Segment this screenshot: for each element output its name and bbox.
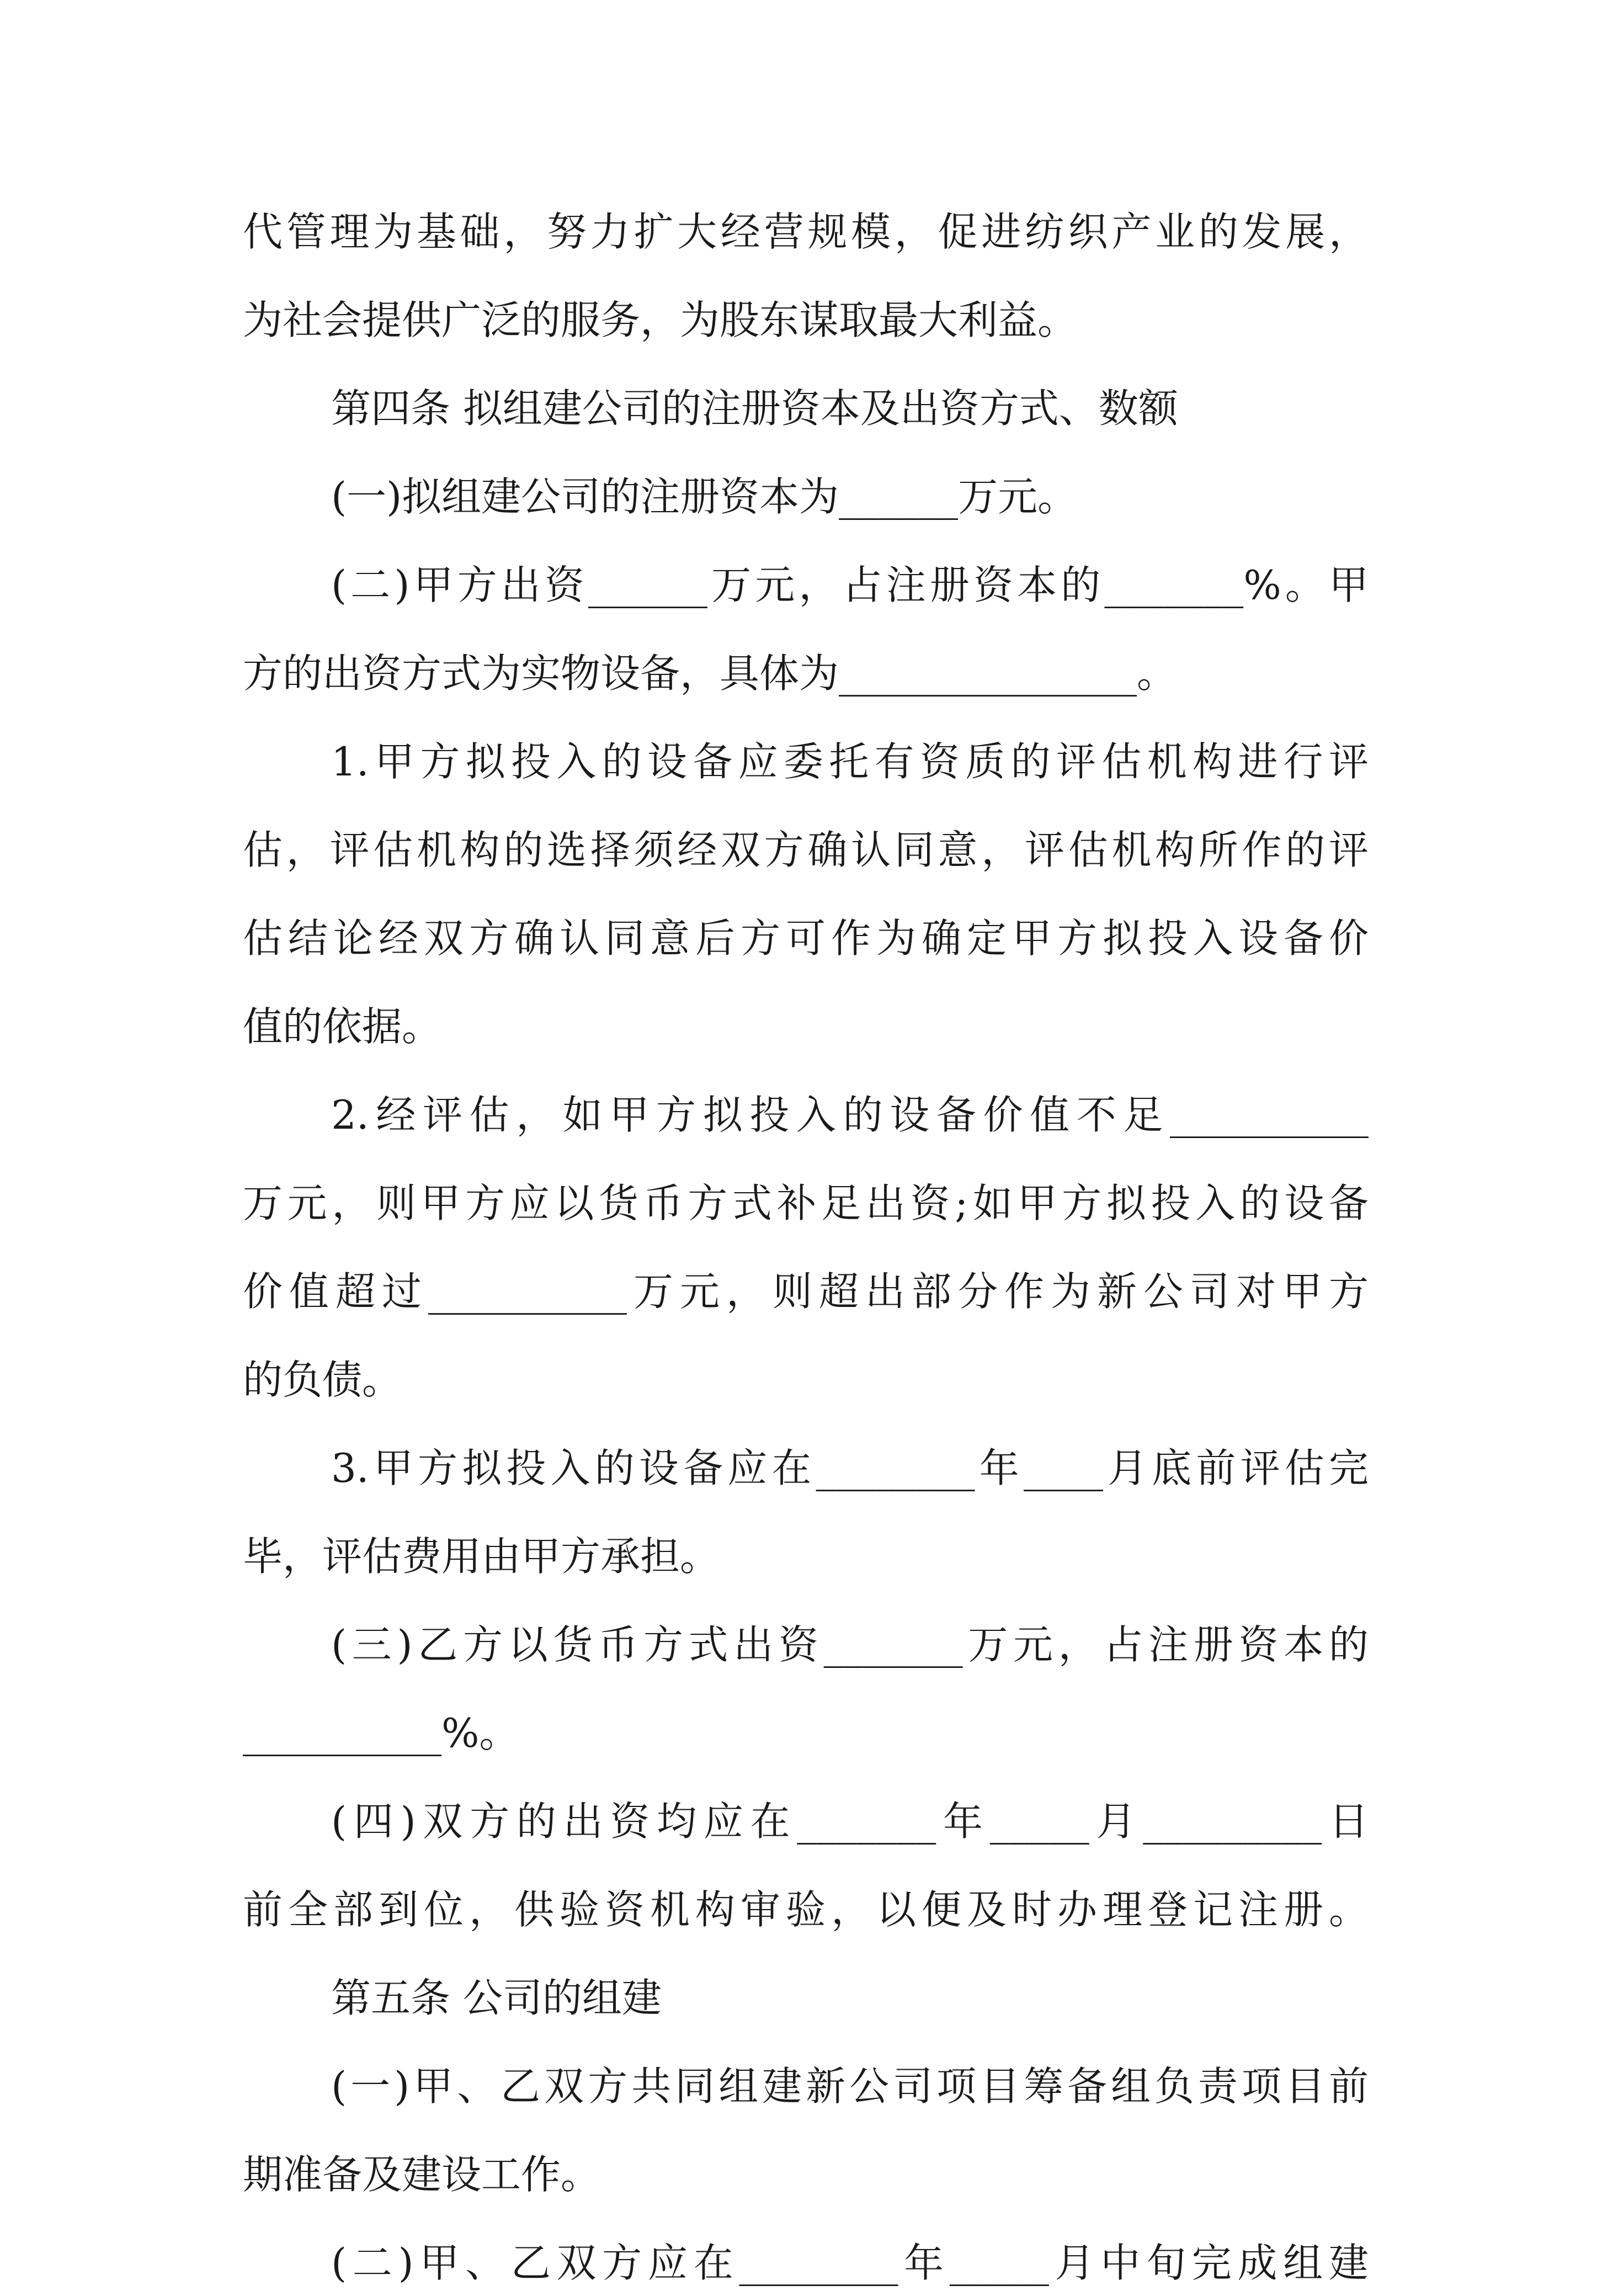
text-line: 为社会提供广泛的服务，为股东谋取最大利益。 (243, 297, 1078, 343)
text-line: 估，评估机构的选择须经双方确认同意，评估机构所作的评 (243, 827, 1369, 873)
text-line: 万元，则甲方应以货币方式补足出资;如甲方拟投入的设备 (243, 1180, 1369, 1226)
text-line: 期准备及建设工作。 (243, 2151, 601, 2198)
text-line: 值的依据。 (243, 1003, 442, 1050)
text-line: 毕，评估费用由甲方承担。 (243, 1533, 720, 1580)
text-line: (一)拟组建公司的注册资本为______万元。 (331, 474, 1078, 520)
text-line: (三)乙方以货币方式出资_______万元，占注册资本的 (331, 1622, 1369, 1668)
text-line: 2.经评估，如甲方拟投入的设备价值不足__________ (331, 1092, 1369, 1138)
text-line: (四)双方的出资均应在_______年_____月_________日 (331, 1798, 1369, 1845)
text-line: (一)甲、乙双方共同组建新公司项目筹备组负责项目前 (331, 2063, 1369, 2109)
text-line: 估结论经双方确认同意后方可作为确定甲方拟投入设备价 (243, 915, 1369, 961)
text-line: __________%。 (243, 1710, 519, 1756)
text-line: 的负债。 (243, 1357, 402, 1403)
text-line: 1.甲方拟投入的设备应委托有资质的评估机构进行评 (331, 738, 1369, 785)
text-line: (二)甲、乙双方应在________年_____月中旬完成组建 (331, 2240, 1369, 2286)
text-line: 价值超过__________万元，则超出部分作为新公司对甲方 (243, 1268, 1369, 1315)
text-line: (二)甲方出资______万元，占注册资本的_______%。甲 (331, 562, 1369, 608)
article-heading: 第五条 公司的组建 (331, 1975, 662, 2021)
text-line: 前全部到位，供验资机构审验，以便及时办理登记注册。 (243, 1886, 1369, 1933)
text-line: 3.甲方拟投入的设备应在________年____月底前评估完 (331, 1445, 1369, 1491)
article-heading: 第四条 拟组建公司的注册资本及出资方式、数额 (331, 385, 1178, 432)
text-line: 方的出资方式为实物设备，具体为_______________。 (243, 650, 1177, 697)
text-line: 代管理为基础，努力扩大经营规模，促进纺织产业的发展， (243, 209, 1369, 255)
